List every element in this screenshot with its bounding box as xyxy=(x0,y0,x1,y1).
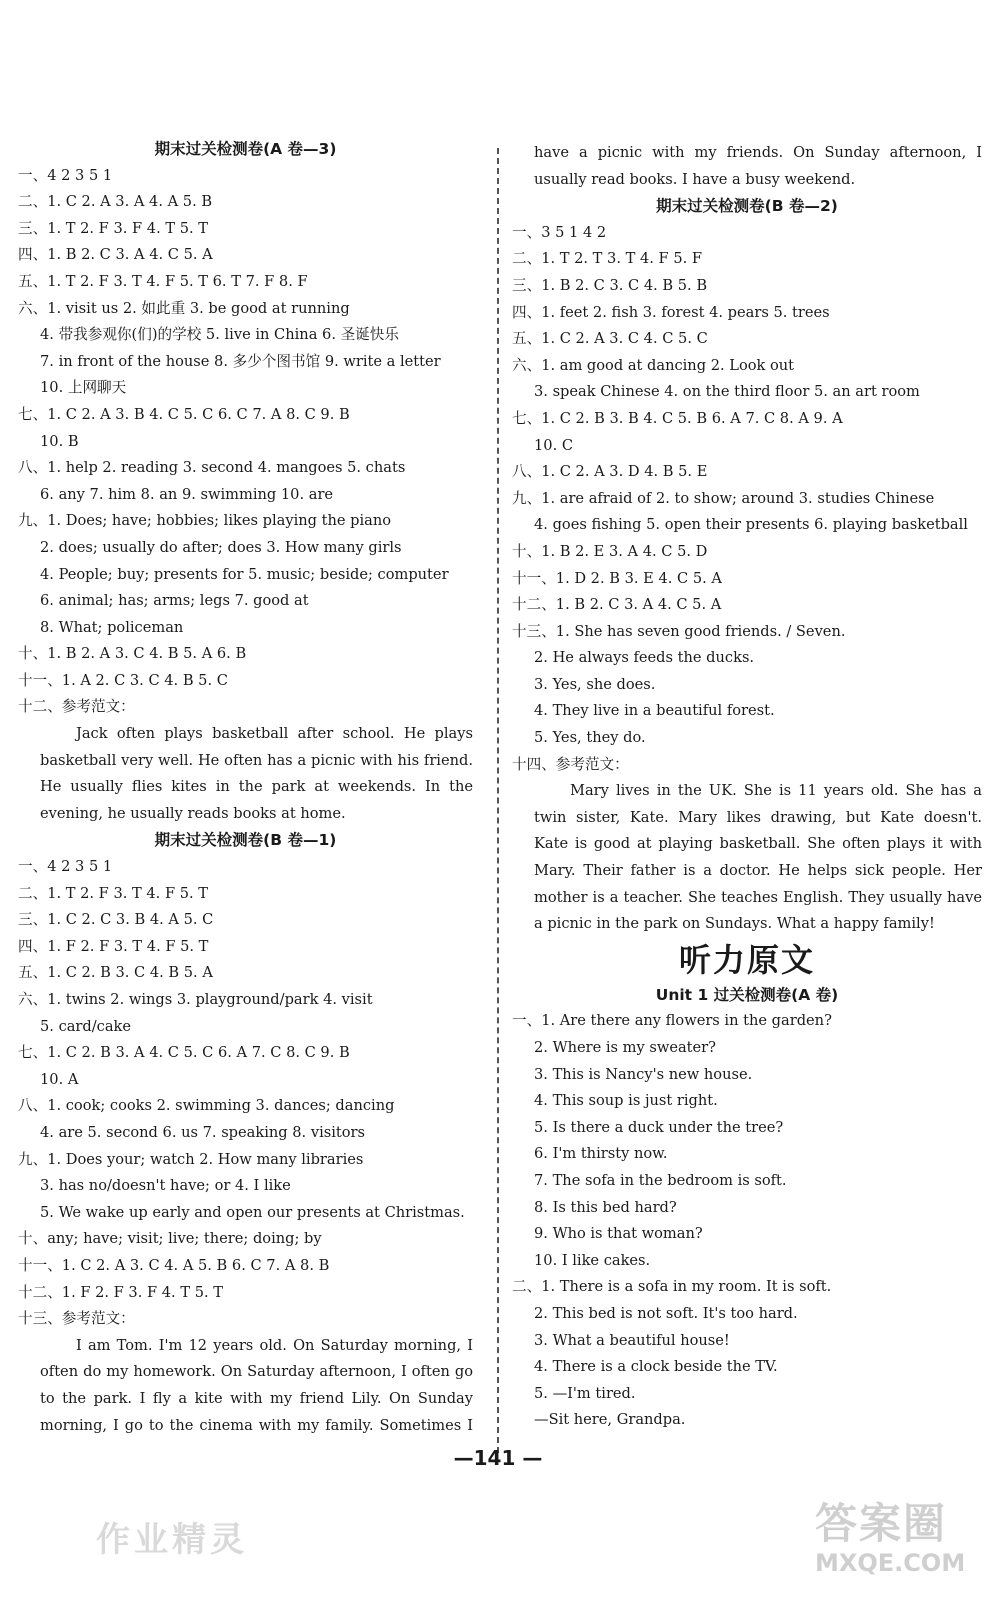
answer-line: 十三、1. She has seven good friends. / Seven. xyxy=(512,622,846,640)
answer-line: 二、1. T 2. T 3. T 4. F 5. F xyxy=(512,250,703,268)
answer-line: 9. Who is that woman? xyxy=(534,1225,703,1243)
answer-line: 10. 上网聊天 xyxy=(40,379,127,397)
answer-line: 五、1. C 2. B 3. C 4. B 5. A xyxy=(18,964,213,982)
answer-line: 6. any 7. him 8. an 9. swimming 10. are xyxy=(40,485,334,503)
essay-line: twin sister, Kate. Mary likes drawing, but Kate doesn't. xyxy=(534,808,982,826)
answer-line: 一、3 5 1 4 2 xyxy=(512,223,607,241)
answer-line: 八、1. help 2. reading 3. second 4. mangoes 5. chats xyxy=(18,459,406,477)
answer-line: 3. Yes, she does. xyxy=(534,675,656,693)
answer-line: 2. does; usually do after; does 3. How many girls xyxy=(40,538,402,556)
section-title: 期末过关检测卷(B 卷—2) xyxy=(656,197,838,216)
answer-line: 8. Is this bed hard? xyxy=(534,1198,677,1216)
answer-line: 十二、参考范文： xyxy=(18,698,135,716)
answer-line: 十一、1. A 2. C 3. C 4. B 5. C xyxy=(18,671,228,689)
answer-line: 一、4 2 3 5 1 xyxy=(18,858,113,876)
answer-line: 七、1. C 2. A 3. B 4. C 5. C 6. C 7. A 8. C 9. B xyxy=(18,405,350,423)
answer-line: 六、1. am good at dancing 2. Look out xyxy=(512,356,795,374)
column-divider xyxy=(497,148,499,1453)
answer-line: 4. People; buy; presents for 5. music; beside; computer xyxy=(40,565,449,583)
essay-line: morning, I go to the cinema with my family. Sometimes I xyxy=(40,1416,473,1434)
essay-line: He usually flies kites in the park at weekends. In the xyxy=(40,778,473,796)
answer-line: 九、1. Does your; watch 2. How many libraries xyxy=(18,1150,364,1168)
answer-line: 6. animal; has; arms; legs 7. good at xyxy=(40,592,309,610)
answer-line: 7. The sofa in the bedroom is soft. xyxy=(534,1171,787,1189)
answer-line: 2. Where is my sweater? xyxy=(534,1039,716,1056)
answer-line: 八、1. cook; cooks 2. swimming 3. dances; dancing xyxy=(18,1097,395,1115)
answer-line: 七、1. C 2. B 3. A 4. C 5. C 6. A 7. C 8. C 9. B xyxy=(18,1044,350,1062)
answer-line: 8. What; policeman xyxy=(40,618,184,636)
answer-line: 2. This bed is not soft. It's too hard. xyxy=(534,1304,798,1322)
section-title: 期末过关检测卷(B 卷—1) xyxy=(154,831,337,850)
listening-script-heading: 听力原文 xyxy=(678,940,815,979)
answer-line: 5. Is there a duck under the tree? xyxy=(534,1118,784,1136)
answer-line: 4. There is a clock beside the TV. xyxy=(534,1358,778,1376)
answer-line: 五、1. C 2. A 3. C 4. C 5. C xyxy=(512,330,708,348)
essay-line: have a picnic with my friends. On Sunday afternoon, I xyxy=(534,144,982,161)
answer-line: 十、1. B 2. A 3. C 4. B 5. A 6. B xyxy=(18,645,247,663)
answer-line: 四、1. feet 2. fish 3. forest 4. pears 5. trees xyxy=(512,303,830,321)
answer-line: 四、1. B 2. C 3. A 4. C 5. A xyxy=(18,246,213,264)
essay-line: mother is a teacher. She teaches English. They usually have xyxy=(534,888,982,906)
essay-line: Jack often plays basketball after school. He plays xyxy=(76,725,473,743)
watermark-logo-left: 作业精灵 xyxy=(96,1520,248,1560)
answer-line: 十二、1. F 2. F 3. F 4. T 5. T xyxy=(18,1283,223,1301)
answer-line: 十二、1. B 2. C 3. A 4. C 5. A xyxy=(512,596,722,614)
essay-line: I am Tom. I'm 12 years old. On Saturday morning, I xyxy=(76,1336,473,1354)
watermark-logo-url: MXQE.COM xyxy=(815,1549,966,1577)
answer-line: 八、1. C 2. A 3. D 4. B 5. E xyxy=(512,463,708,481)
answer-line: 六、1. visit us 2. 如此重 3. be good at running xyxy=(18,299,350,317)
essay-line: basketball very well. He often has a picnic with his friend. xyxy=(40,751,473,769)
answer-line: 10. C xyxy=(534,436,574,454)
answer-line: 6. I'm thirsty now. xyxy=(534,1145,668,1163)
essay-line: Mary lives in the UK. She is 11 years old. She has a xyxy=(570,782,982,800)
answer-line: 十一、1. C 2. A 3. C 4. A 5. B 6. C 7. A 8. B xyxy=(18,1256,330,1274)
answer-line: 四、1. F 2. F 3. T 4. F 5. T xyxy=(18,937,209,955)
answer-line: 10. I like cakes. xyxy=(534,1251,651,1269)
watermark-logo-text: 答案圈 xyxy=(815,1499,948,1548)
answer-line: 三、1. C 2. C 3. B 4. A 5. C xyxy=(18,911,214,929)
answer-line: 5. Yes, they do. xyxy=(534,729,646,747)
section-title: Unit 1 过关检测卷(A 卷) xyxy=(655,985,839,1004)
answer-line: 4. are 5. second 6. us 7. speaking 8. visitors xyxy=(40,1123,366,1141)
answer-line: 十、any; have; visit; live; there; doing; by xyxy=(18,1230,322,1248)
answer-line: 九、1. Does; have; hobbies; likes playing the piano xyxy=(18,512,392,530)
answer-line: 3. speak Chinese 4. on the third floor 5. an art room xyxy=(534,383,920,401)
essay-line: evening, he usually reads books at home. xyxy=(40,804,346,822)
answer-line: 十一、1. D 2. B 3. E 4. C 5. A xyxy=(512,569,722,587)
answer-line: 二、1. There is a sofa in my room. It is soft. xyxy=(512,1278,832,1296)
answer-line: 7. in front of the house 8. 多少个图书馆 9. write a letter xyxy=(40,352,441,370)
answer-line: 二、1. C 2. A 3. A 4. A 5. B xyxy=(18,193,213,211)
answer-line: 五、1. T 2. F 3. T 4. F 5. T 6. T 7. F 8. F xyxy=(18,272,308,290)
answer-line: 10. A xyxy=(40,1070,79,1088)
answer-line: 二、1. T 2. F 3. T 4. F 5. T xyxy=(18,884,209,902)
left-column xyxy=(18,136,473,1439)
right-column xyxy=(512,140,982,1434)
essay-line: often do my homework. On Saturday afternoon, I often go xyxy=(40,1363,473,1381)
answer-line: 三、1. B 2. C 3. C 4. B 5. B xyxy=(512,276,708,294)
answer-line: 4. This soup is just right. xyxy=(534,1092,718,1110)
answer-line: —Sit here, Grandpa. xyxy=(534,1411,686,1429)
answer-line: 九、1. are afraid of 2. to show; around 3. studies Chinese xyxy=(512,489,935,507)
answer-line: 十三、参考范文： xyxy=(18,1310,135,1328)
answer-line: 2. He always feeds the ducks. xyxy=(534,649,755,667)
answer-line: 十四、参考范文： xyxy=(512,755,629,773)
essay-line: usually read books. I have a busy weekend. xyxy=(534,170,856,188)
answer-line: 5. We wake up early and open our presents at Christmas. xyxy=(40,1203,465,1221)
answer-line: 十、1. B 2. E 3. A 4. C 5. D xyxy=(512,542,708,560)
essay-line: Kate is good at playing basketball. She often plays it with xyxy=(534,835,982,853)
answer-line: 一、1. Are there any flowers in the garden? xyxy=(512,1012,832,1030)
page-number: —141 — xyxy=(453,1446,543,1470)
answer-line: 六、1. twins 2. wings 3. playground/park 4. visit xyxy=(18,991,373,1008)
answer-line: 4. goes fishing 5. open their presents 6. playing basketball xyxy=(534,516,968,534)
answer-line: 一、4 2 3 5 1 xyxy=(18,166,113,184)
essay-line: to the park. I fly a kite with my friend Lily. On Sunday xyxy=(40,1389,473,1407)
answer-line: 3. This is Nancy's new house. xyxy=(534,1065,753,1083)
section-title: 期末过关检测卷(A 卷—3) xyxy=(154,140,337,158)
answer-line: 三、1. T 2. F 3. F 4. T 5. T xyxy=(18,219,209,237)
essay-line: a picnic in the park on Sundays. What a happy family! xyxy=(534,915,935,933)
answer-line: 4. They live in a beautiful forest. xyxy=(534,702,775,720)
answer-line: 3. What a beautiful house! xyxy=(534,1331,730,1349)
answer-line: 5. —I'm tired. xyxy=(534,1384,636,1402)
answer-line: 七、1. C 2. B 3. B 4. C 5. B 6. A 7. C 8. A 9. A xyxy=(512,409,843,427)
answer-line: 4. 带我参观你(们)的学校 5. live in China 6. 圣诞快乐 xyxy=(40,326,399,344)
answer-line: 3. has no/doesn't have; or 4. I like xyxy=(40,1177,291,1195)
answer-line: 10. B xyxy=(40,432,79,450)
essay-line: Mary. Their father is a doctor. He helps sick people. Her xyxy=(534,862,982,880)
watermark-logo-right xyxy=(815,1500,985,1590)
answer-line: 5. card/cake xyxy=(40,1017,132,1035)
